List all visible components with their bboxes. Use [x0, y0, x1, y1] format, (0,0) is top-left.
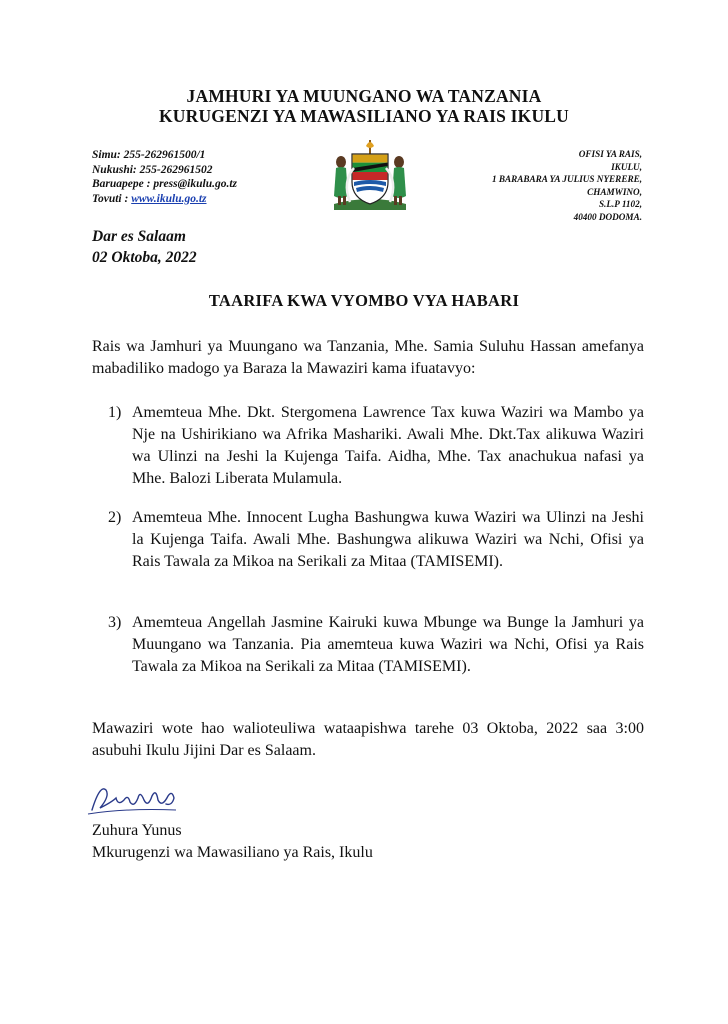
header-directorate: KURUGENZI YA MAWASILIANO YA RAIS IKULU	[158, 106, 570, 126]
date-block	[92, 226, 197, 268]
contact-left-block	[92, 148, 332, 206]
website-label: Tovuti :	[92, 192, 132, 205]
list-item	[108, 402, 644, 490]
list-item-text: Amemteua Mhe. Innocent Lugha Bashungwa kuwa Waziri wa Ulinzi na Jeshi la Kujenga Taifa. Awali Mhe. Bashungwa alikuwa Waziri wa Nchi, Ofisi ya Rais Tawala za Mikoa na Serikali za Mitaa (TAMISEMI).	[132, 509, 644, 570]
signer-name: Zuhura Yunus	[92, 822, 182, 839]
header-republic: JAMHURI YA MUUNGANO WA TANZANIA	[186, 86, 542, 106]
address-line: IKULU,	[611, 161, 642, 172]
list-item	[108, 612, 644, 678]
postal-address-block	[422, 148, 642, 224]
date-place: Dar es Salaam	[92, 228, 186, 245]
list-item	[108, 507, 644, 573]
list-item-number: 3)	[108, 614, 122, 631]
list-item-number: 1)	[108, 404, 122, 421]
email-line: Baruapepe : press@ikulu.go.tz	[92, 178, 238, 190]
address-line: 1 BARABARA YA JULIUS NYERERE,	[491, 174, 642, 185]
address-line: CHAMWINO,	[587, 186, 642, 197]
list-item-text: Amemteua Angellah Jasmine Kairuki kuwa Mbunge wa Bunge la Jamhuri ya Muungano wa Tanzania. Pia amemteua kuwa Waziri wa Nchi, Ofisi ya Rais Tawala za Mikoa na Serikali za Mitaa (TAMISEMI).	[132, 614, 644, 675]
closing-paragraph: Mawaziri wote hao walioteuliwa wataapishwa tarehe 03 Oktoba, 2022 saa 3:00 asubuhi Ikulu Jijini Dar es Salaam.	[92, 720, 644, 759]
intro-paragraph: Rais wa Jamhuri ya Muungano wa Tanzania, Mhe. Samia Suluhu Hassan amefanya mabadiliko madogo ya Baraza la Mawaziri kama ifuatavyo:	[92, 338, 644, 377]
address-line: 40400 DODOMA.	[573, 211, 642, 222]
document-title: TAARIFA KWA VYOMBO VYA HABARI	[208, 291, 520, 310]
phone-line: Simu: 255-262961500/1	[92, 149, 206, 161]
address-line: S.L.P 1102,	[598, 199, 642, 210]
date-day: 02 Oktoba, 2022	[92, 249, 197, 266]
signature-icon	[86, 780, 182, 820]
list-item-number: 2)	[108, 509, 122, 526]
address-line: OFISI YA RAIS,	[578, 149, 642, 159]
coat-of-arms-icon	[328, 138, 412, 214]
signer-position: Mkurugenzi wa Mawasiliano ya Rais, Ikulu	[92, 844, 373, 861]
website-link[interactable]: www.ikulu.go.tz	[131, 192, 207, 205]
fax-line: Nukushi: 255-262961502	[92, 163, 213, 176]
signer-block	[92, 820, 373, 864]
list-item-text: Amemteua Mhe. Dkt. Stergomena Lawrence Tax kuwa Waziri wa Mambo ya Nje na Ushirikiano wa Afrika Mashariki. Awali Mhe. Dkt.Tax alikuwa Waziri wa Ulinzi na Jeshi la Kujenga Taifa. Aidha, Mhe. Tax anachukua nafasi ya Mhe. Balozi Liberata Mulamula.	[132, 404, 644, 487]
website-line	[92, 192, 332, 207]
